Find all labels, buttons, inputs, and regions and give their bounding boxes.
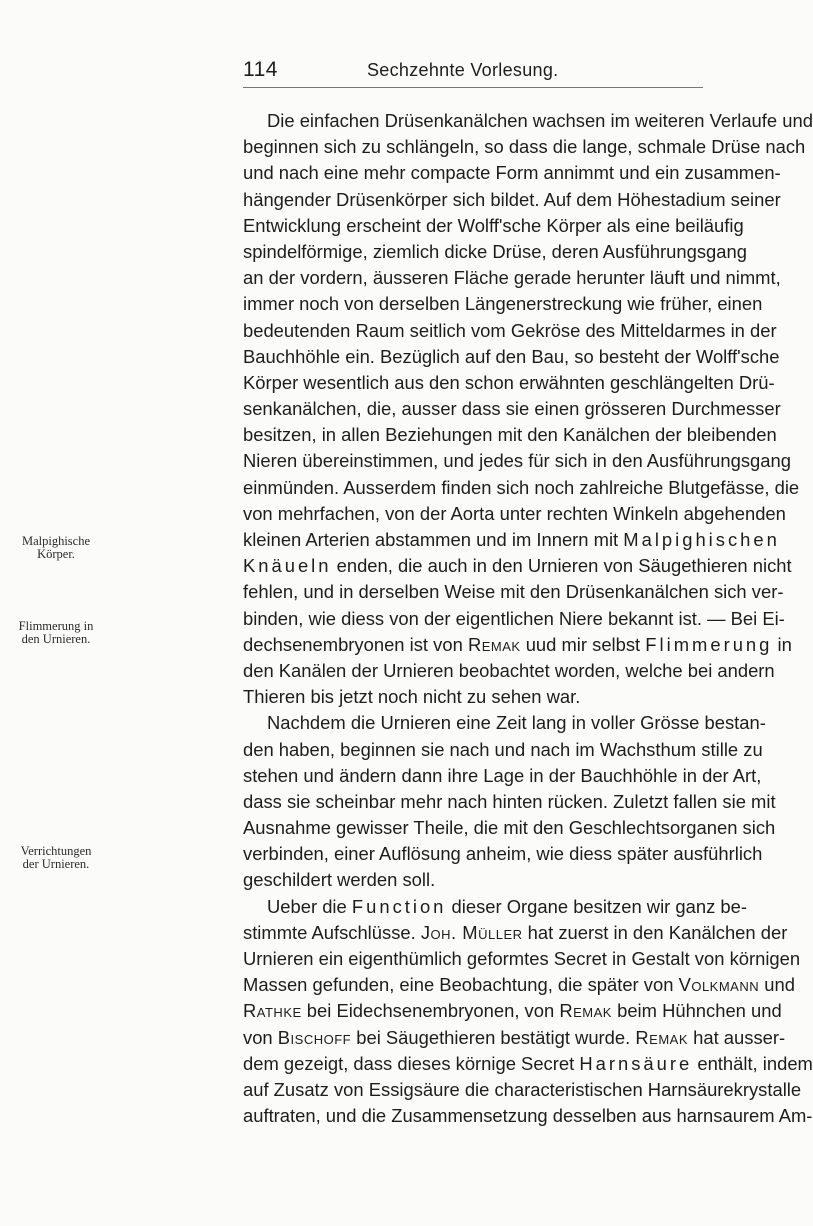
emphasis-malpighischen: Malpighischen (623, 529, 780, 550)
text-line: bedeutenden Raum seitlich vom Gekröse des Mitteldarmes in der (243, 319, 777, 341)
text-line: senkanälchen, die, ausser dass sie einen grösseren Durchmesser (243, 398, 781, 420)
text-line: beginnen sich zu schlängeln, so dass die lange, schmale Drüse nach (243, 136, 806, 158)
text-line: Massen gefunden, eine Beobachtung, die später von Volkmann und (243, 974, 795, 996)
text-line: an der vordern, äusseren Fläche gerade herunter läuft und nimmt, (243, 267, 781, 289)
text-line: Urnieren ein eigenthümlich geformtes Secret in Gestalt von körnigen (243, 948, 801, 969)
text-line: dem gezeigt, dass dieses körnige Secret Harnsäure enthält, indem (243, 1052, 813, 1074)
text-line: immer noch von derselben Längenerstreckung wie früher, einen (243, 293, 763, 315)
margin-note-malpighische: Malpighische Körper. (21, 534, 91, 561)
emphasis-flimmerung: Flimmerung (645, 633, 773, 655)
running-head: Sechzehnte Vorlesung. (367, 60, 559, 80)
text-line: fehlen, und in derselben Weise mit den Drüsenkanälchen sich ver- (243, 581, 784, 603)
text-line: den Kanälen der Urnieren beobachtet worden, welche bei andern (243, 659, 775, 681)
text-line: binden, wie diess von der eigentlichen Niere bekannt ist. — Bei Ei- (243, 607, 785, 629)
author-remak: Remak (559, 1000, 612, 1022)
text-line: auftraten, und die Zusammensetzung desselben aus harnsaurem Am- (243, 1105, 813, 1127)
margin-note-flimmerung: Flimmerung in den Urnieren. (18, 619, 94, 646)
text-line: besitzen, in allen Beziehungen mit den Kanälchen der bleibenden (243, 424, 777, 446)
text-line: auf Zusatz von Essigsäure die characteristischen Harnsäurekrystalle (243, 1078, 802, 1100)
text-line: dechsenembryonen ist von Remak uud mir selbst Flimmerung in (243, 633, 792, 655)
author-remak: Remak (635, 1026, 688, 1048)
emphasis-harnsaeure: Harnsäure (579, 1052, 693, 1074)
text-line: Entwicklung erscheint der Wolff'sche Körper als eine beiläufig (243, 214, 744, 236)
text-line: Körper wesentlich aus den schon erwähnten geschlängelten Drü- (243, 371, 775, 393)
text-line: verbinden, einer Auflösung anheim, wie diess später ausführlich (243, 843, 763, 865)
text-line: den haben, beginnen sie nach und nach im Wachsthum stille zu (243, 738, 763, 760)
body-text (243, 108, 813, 1129)
page-header (243, 58, 703, 86)
emphasis-function: Function (351, 895, 447, 917)
text-line: Rathke bei Eidechsenembryonen, von Remak beim Hühnchen und (243, 1000, 782, 1022)
page-number: 114 (243, 58, 278, 81)
author-volkmann: Volkmann (678, 974, 760, 996)
text-line: Knäueln enden, die auch in den Urnieren von Säugethieren nicht (243, 555, 792, 577)
text-line: stimmte Aufschlüsse. Joh. Müller hat zuerst in den Kanälchen der (243, 921, 788, 943)
text-line: dass sie scheinbar mehr nach hinten rücken. Zuletzt fallen sie mit (243, 790, 776, 812)
text-line: Bauchhöhle ein. Bezüglich auf den Bau, so besteht der Wolff'sche (243, 345, 780, 367)
text-line: geschildert werden soll. (243, 869, 436, 891)
text-line: Nachdem die Urnieren eine Zeit lang in voller Grösse bestan- (267, 712, 766, 734)
header-rule (243, 87, 703, 88)
text-line: Thieren bis jetzt noch nicht zu sehen war. (243, 686, 581, 708)
author-bischoff: Bischoff (277, 1026, 352, 1048)
text-line: Die einfachen Drüsenkanälchen wachsen im weiteren Verlaufe und (267, 110, 813, 131)
text-line: Ueber die Function dieser Organe besitzen wir ganz be- (267, 895, 747, 917)
text-line: Nieren übereinstimmen, und jedes für sich in den Ausführungsgang (243, 450, 791, 472)
text-line: hängender Drüsenkörper sich bildet. Auf dem Höhestadium seiner (243, 188, 781, 210)
text-line: kleinen Arterien abstammen und im Innern mit Malpighischen (243, 529, 780, 550)
text-line: Ausnahme gewisser Theile, die mit den Geschlechtsorganen sich (243, 817, 776, 839)
emphasis-knaeueln: Knäueln (243, 555, 332, 577)
author-mueller: Joh. Müller (420, 921, 523, 943)
margin-note-verrichtungen: Verrichtungen der Urnieren. (20, 844, 92, 871)
author-rathke: Rathke (243, 1000, 302, 1022)
text-line: stehen und ändern dann ihre Lage in der Bauchhöhle in der Art, (243, 764, 762, 786)
text-line: und nach eine mehr compacte Form annimmt und ein zusammen- (243, 162, 781, 184)
text-line: von Bischoff bei Säugethieren bestätigt wurde. Remak hat ausser- (243, 1026, 786, 1048)
text-line: einmünden. Ausserdem finden sich noch zahlreiche Blutgefässe, die (243, 476, 800, 498)
text-line: spindelförmige, ziemlich dicke Drüse, deren Ausführungsgang (243, 240, 747, 262)
author-remak: Remak (467, 633, 521, 655)
text-line: von mehrfachen, von der Aorta unter rechten Winkeln abgehenden (243, 502, 786, 524)
